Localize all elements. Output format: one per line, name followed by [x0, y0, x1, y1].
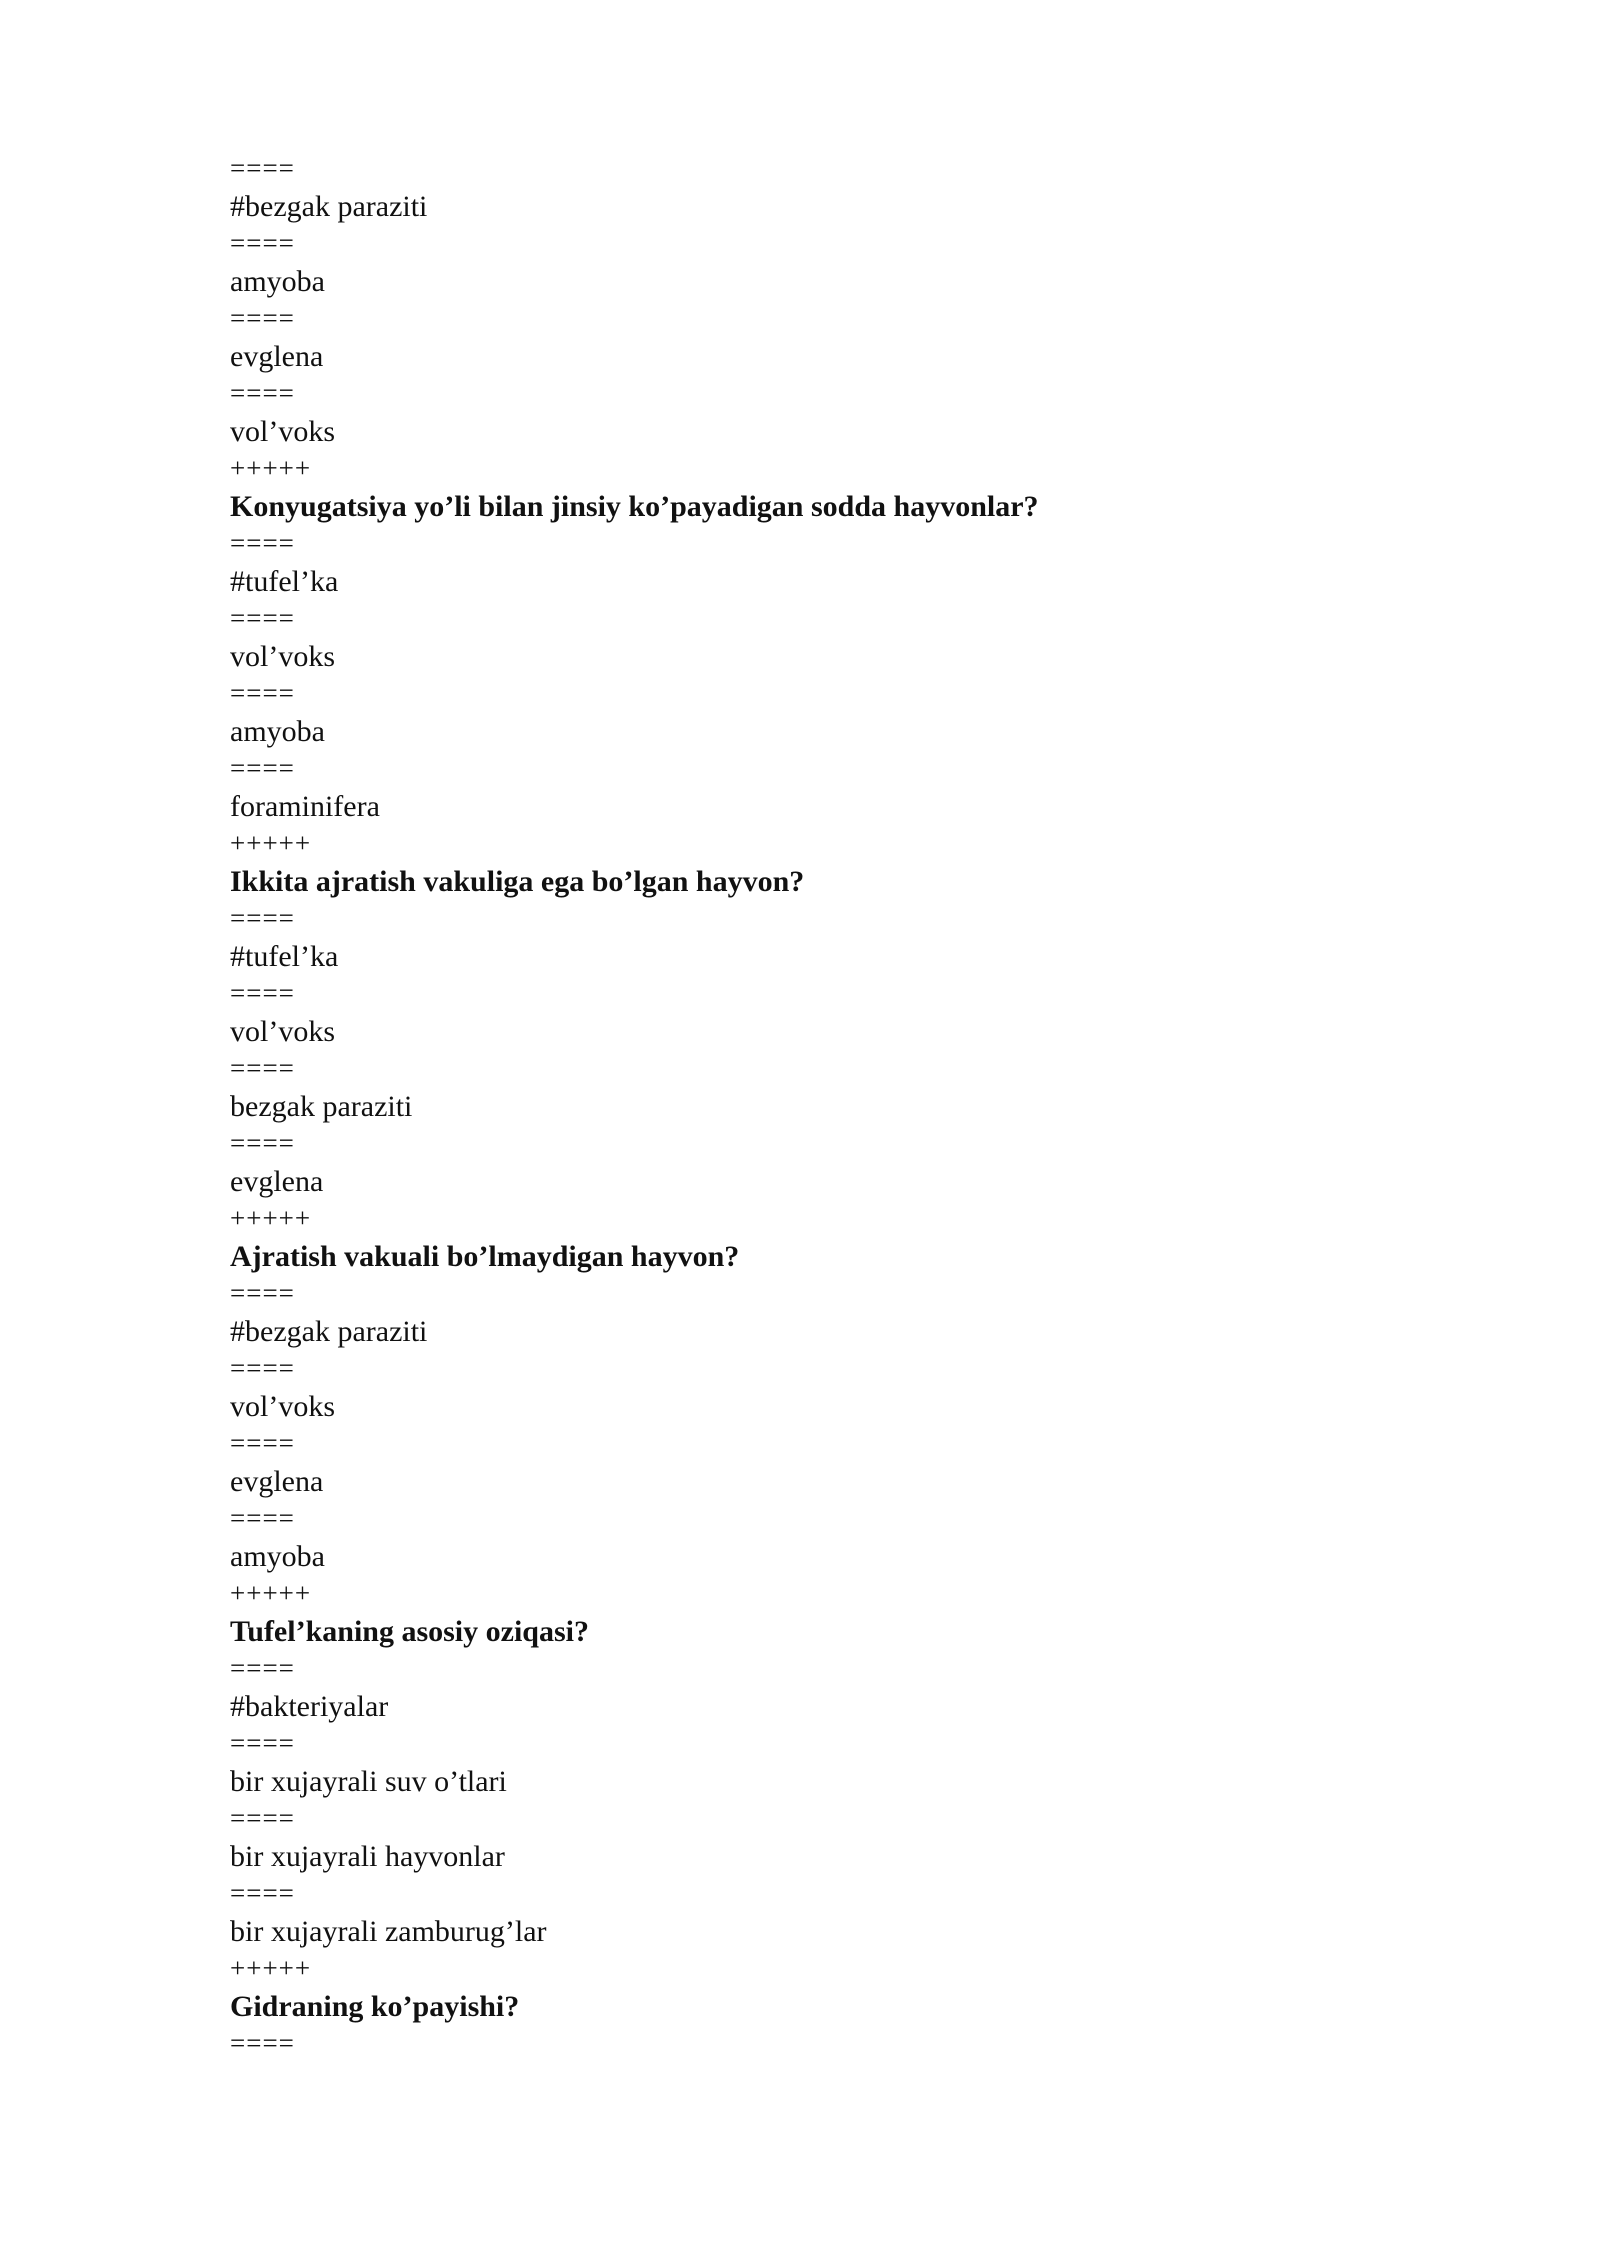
answer-option: #bakteriyalar — [230, 1689, 389, 1723]
question-text: Ikkita ajratish vakuliga ega bo’lgan hayvon? — [230, 864, 805, 898]
separator-line: +++++ — [230, 828, 312, 858]
answer-option: #tufel’ka — [230, 939, 339, 973]
separator-line: ==== — [230, 1653, 295, 1683]
separator-line: ==== — [230, 753, 295, 783]
answer-option: amyoba — [230, 714, 325, 748]
separator-line: ==== — [230, 1878, 295, 1908]
answer-option: vol’voks — [230, 414, 335, 448]
separator-line: ==== — [230, 303, 295, 333]
question-text: Tufel’kaning asosiy oziqasi? — [230, 1614, 589, 1648]
separator-line: ==== — [230, 1053, 295, 1083]
answer-option: #tufel’ka — [230, 564, 339, 598]
answer-option: amyoba — [230, 1539, 325, 1573]
answer-option: evglena — [230, 1164, 324, 1198]
answer-option: bir xujayrali hayvonlar — [230, 1839, 505, 1873]
separator-line: ==== — [230, 978, 295, 1008]
separator-line: ==== — [230, 1503, 295, 1533]
answer-option: bezgak paraziti — [230, 1089, 413, 1123]
separator-line: ==== — [230, 1128, 295, 1158]
separator-line: ==== — [230, 378, 295, 408]
answer-option: vol’voks — [230, 1014, 335, 1048]
answer-option: amyoba — [230, 264, 325, 298]
separator-line: ==== — [230, 1428, 295, 1458]
separator-line: ==== — [230, 228, 295, 258]
question-text: Ajratish vakuali bo’lmaydigan hayvon? — [230, 1239, 740, 1273]
answer-option: vol’voks — [230, 1389, 335, 1423]
answer-option: foraminifera — [230, 789, 380, 823]
separator-line: ==== — [230, 678, 295, 708]
answer-option: evglena — [230, 339, 324, 373]
separator-line: ==== — [230, 153, 295, 183]
separator-line: ==== — [230, 2028, 295, 2058]
answer-option: bir xujayrali zamburug’lar — [230, 1914, 547, 1948]
separator-line: +++++ — [230, 453, 312, 483]
separator-line: ==== — [230, 603, 295, 633]
separator-line: ==== — [230, 1728, 295, 1758]
document-body — [230, 150, 1039, 2063]
question-text: Konyugatsiya yo’li bilan jinsiy ko’payadigan sodda hayvonlar? — [230, 489, 1039, 523]
answer-option: evglena — [230, 1464, 324, 1498]
question-text: Gidraning ko’payishi? — [230, 1989, 520, 2023]
separator-line: ==== — [230, 1803, 295, 1833]
separator-line: +++++ — [230, 1203, 312, 1233]
answer-option: bir xujayrali suv o’tlari — [230, 1764, 507, 1798]
separator-line: ==== — [230, 1353, 295, 1383]
separator-line: ==== — [230, 528, 295, 558]
separator-line: ==== — [230, 903, 295, 933]
separator-line: +++++ — [230, 1953, 312, 1983]
separator-line: +++++ — [230, 1578, 312, 1608]
separator-line: ==== — [230, 1278, 295, 1308]
answer-option: #bezgak paraziti — [230, 1314, 428, 1348]
answer-option: #bezgak paraziti — [230, 189, 428, 223]
answer-option: vol’voks — [230, 639, 335, 673]
